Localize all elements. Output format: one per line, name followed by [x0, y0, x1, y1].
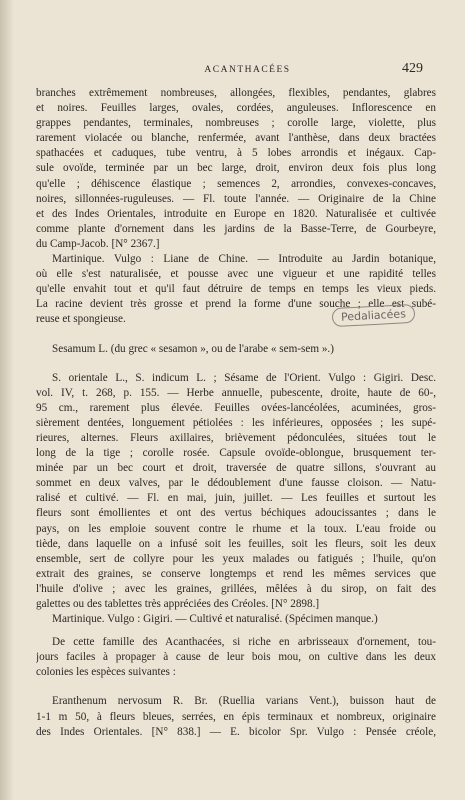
- text-line: ralisé et cultivé. — Fl. en mai, juin, juillet. — Les feuilles et surtout les: [36, 492, 436, 505]
- text-line: noires, sillonnées-ruguleuses. — Fl. toute l'année. — Originaire de la Chine: [36, 192, 436, 205]
- text-line: La racine devient très grosse et prend la forme d'une souche ; elle est subé-: [36, 298, 436, 311]
- text-line: rarement violacée ou blanche, renfermée, avant l'anthèse, dans deux bractées: [36, 132, 436, 145]
- text-line: Martinique. Vulgo : Liane de Chine. — Introduite au Jardin botanique,: [52, 253, 436, 266]
- text-line: jours faciles à propager à cause de leur bois mou, on cultive dans les deux: [36, 651, 436, 664]
- spacer: [36, 627, 436, 635]
- text-line: et noires. Feuilles larges, ovales, cordées, anguleuses. Inflorescence en: [36, 102, 436, 115]
- text-line: sommet en deux valves, par le dédoublement d'une fausse cloison. — Natu-: [36, 477, 436, 490]
- text-line: branches extrêmement nombreuses, allongées, flexibles, pendantes, glabres: [36, 87, 436, 99]
- text-line: rieures, alternes. Fleurs axillaires, brièvement pédonculées, situées tout le: [36, 431, 436, 444]
- spine-shadow: [0, 0, 14, 800]
- text-line: minée par un bec court et droit, traversée de quatre sillons, s'ouvrant au: [36, 462, 436, 475]
- paragraph-sesamum-orientale: [36, 371, 436, 628]
- text-line: ensemble, sert de collyre pour les yeux malades ou fatigués ; l'huile, qu'on: [36, 552, 436, 565]
- text-line: S. orientale L., S. indicum L. ; Sésame de l'Orient. Vulgo : Gigiri. Desc.: [52, 371, 436, 384]
- spacer: [36, 328, 436, 342]
- paragraph-family-intro: [36, 635, 436, 680]
- spacer: [36, 680, 436, 694]
- text-line: pays, on les emploie souvent contre le rhume et la toux. L'eau froide ou: [36, 522, 436, 535]
- text-line: qu'elle envahit tout et qu'il faut détruire de temps en temps les vieux pieds.: [36, 283, 436, 296]
- text-line: extrait des graines, se conserve longtemps et rend les mêmes services que: [36, 567, 436, 580]
- text-line: où elle s'est naturalisée, et pousse avec une vigueur et une rapidité telles: [36, 268, 436, 281]
- text-line: colonies les espèces suivantes :: [36, 666, 176, 679]
- paragraph-eranthemum: [36, 694, 436, 739]
- page-header: [60, 60, 435, 80]
- text-line: sule ovoïde, terminée par un bec large, droit, environ deux fois plus long: [36, 162, 436, 175]
- text-line: grappes pendantes, terminales, nombreuses ; corolle large, violette, plus: [36, 117, 436, 130]
- text-line: qu'elle ; déhiscence élastique ; semences 2, arrondies, convexes-concaves,: [36, 177, 436, 190]
- text-line: fleurs sont émollientes et ont des vertus béchiques adoucissantes ; dans le: [36, 507, 436, 520]
- text-line: comme plante d'ornement dans les jardins de la Basse-Terre, de Gourbeyre,: [36, 222, 436, 235]
- text-line: 1-1 m 50, à fleurs bleues, serrées, en épis terminaux et nombreux, originaire: [36, 710, 436, 723]
- text-line: Martinique. Vulgo : Gigiri. — Cultivé et naturalisé. (Spécimen manque.): [52, 613, 378, 626]
- text-line: sièrement dentées, longuement pétiolées : les inférieures, opposées ; les supé-: [36, 416, 436, 429]
- text-line: vol. IV, t. 268, p. 155. — Herbe annuelle, pubescente, droite, haute de 60-,: [36, 386, 436, 399]
- handwritten-annotation: Pedaliacées: [332, 304, 416, 327]
- page-number: 429: [402, 61, 423, 76]
- text-line: du Camp-Jacob. [N° 2367.]: [36, 237, 160, 250]
- text-line: des Indes Orientales. [N° 838.] — E. bicolor Spr. Vulgo : Pensée créole,: [36, 725, 436, 738]
- running-title: ACANTHACÉES: [204, 65, 291, 75]
- text-line: l'huile d'olive ; avec les graines, grillées, mêlées à du sirop, on fait des: [36, 582, 436, 595]
- paragraph-description-continued: [36, 86, 436, 252]
- text-line: tiède, dans laquelle on a infusé soit les feuilles, soit les fleurs, soit les deux: [36, 537, 436, 550]
- text-line: Eranthenum nervosum R. Br. (Ruellia varians Vent.), buisson haut de: [52, 695, 436, 708]
- text-line: De cette famille des Acanthacées, si riche en arbrisseaux d'ornement, tou-: [52, 636, 436, 649]
- text-line: galettes ou des tablettes très appréciées des Créoles. [N° 2898.]: [36, 598, 320, 610]
- genus-heading: Sesamum L. (du grec « sesamon », ou de l'arabe « sem-sem ».): [52, 342, 334, 355]
- spacer: [36, 357, 436, 371]
- text-line: spathacées et caduques, tube ventru, à 5 lobes arrondis et inégaux. Cap-: [36, 147, 436, 160]
- page-body: [36, 86, 436, 740]
- text-line: et des Indes Orientales, introduite en Europe en 1820. Naturalisée et cultivée: [36, 207, 436, 220]
- text-line: reuse et spongieuse.: [36, 313, 126, 326]
- text-line: 95 cm., rarement plus élevée. Feuilles ovées-lancéolées, acuminées, gros-: [36, 401, 436, 414]
- text-line: long de la tige ; corolle rosée. Capsule ovoïde-oblongue, brusquement ter-: [36, 447, 436, 460]
